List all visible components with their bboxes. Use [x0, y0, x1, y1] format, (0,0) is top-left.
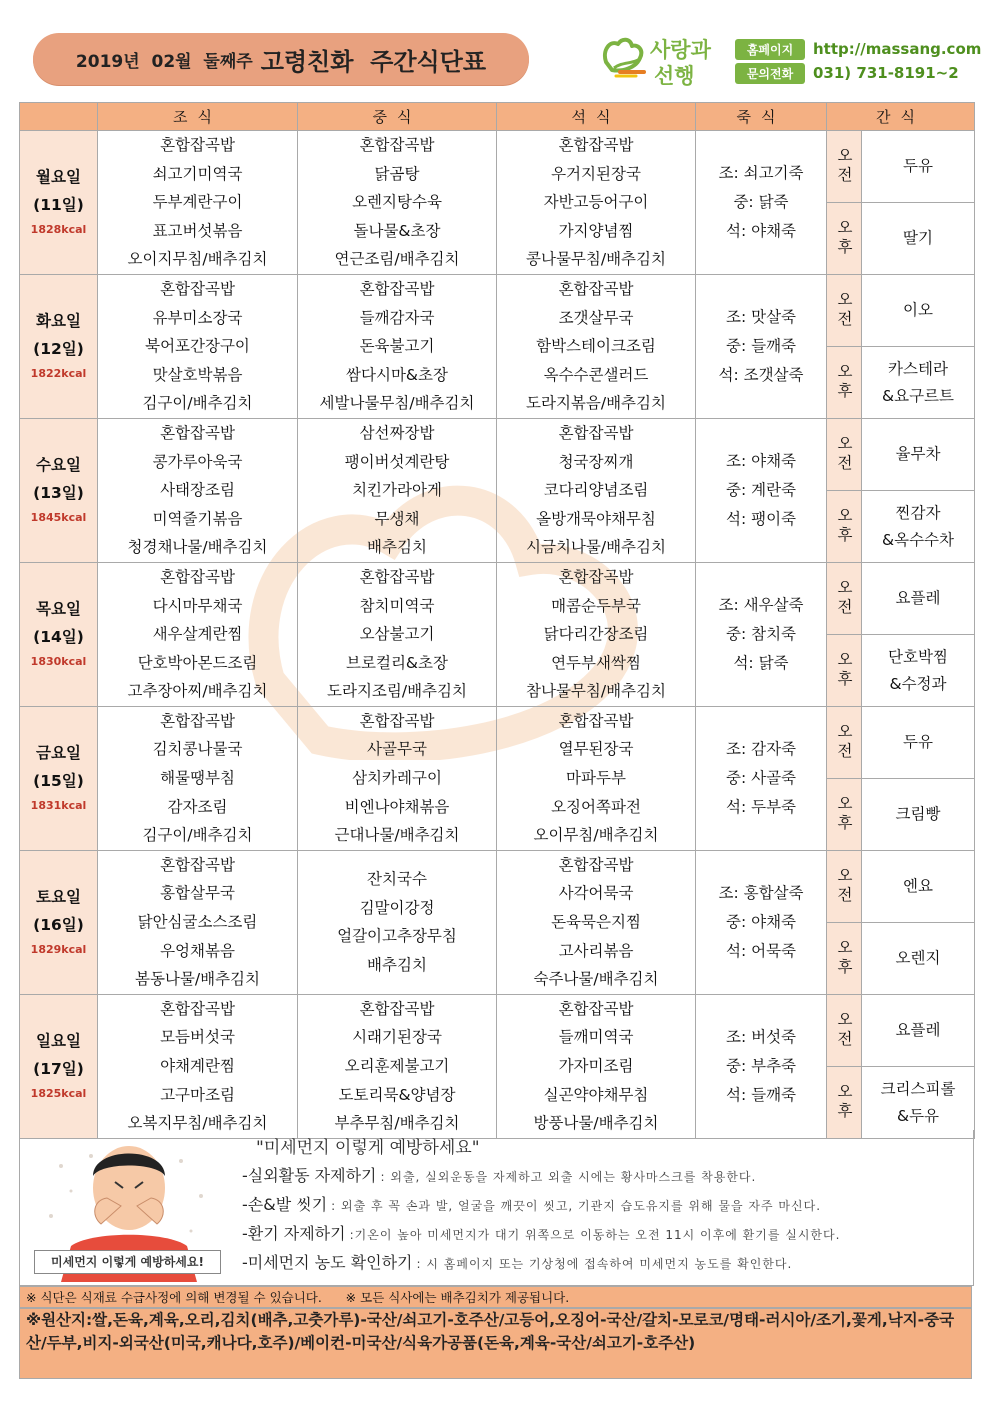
menu-item: 도라지볶음/배추김치: [526, 394, 666, 413]
snack-am-label: [827, 131, 862, 203]
menu-item: 쇠고기미역국: [152, 164, 243, 183]
menu-item: 가지양념찜: [558, 221, 634, 240]
menu-item: 팽이버섯계란탕: [344, 452, 450, 471]
tip-badge: 미세먼지 이렇게 예방하세요!: [34, 1250, 221, 1274]
menu-item: 시래기된장국: [352, 1028, 442, 1047]
menu-item: 오이무침/배추김치: [533, 826, 659, 845]
snack-am-cell: [862, 706, 975, 778]
porridge-cell: [696, 418, 827, 562]
menu-item: 근대나물/배추김치: [334, 826, 460, 845]
menu-item: 김말이강정: [359, 898, 435, 917]
contact-info: [735, 38, 981, 86]
menu-item: 열무된장국: [558, 740, 634, 759]
snack-pm-cell: [862, 347, 975, 418]
menu-item: 조: 버섯죽: [725, 1027, 797, 1046]
menu-item: 북어포간장구이: [145, 337, 250, 356]
snack-am-cell: [862, 850, 975, 922]
dinner-cell: [497, 994, 696, 1138]
day-label: [20, 131, 98, 275]
menu-item: 마파두부: [566, 769, 626, 788]
porridge-cell: [696, 562, 827, 706]
menu-item: 부추무침/배추김치: [334, 1114, 460, 1133]
snack-pm-label: [827, 203, 862, 274]
menu-item: 가자미조림: [558, 1057, 634, 1075]
day-date: (16일): [33, 916, 84, 935]
menu-item: 혼합잡곡밥: [558, 855, 634, 874]
day-day: 수요일: [36, 456, 81, 475]
menu-item: 방풍나물/배추김치: [533, 1114, 659, 1133]
menu-item: 혼합잡곡밥: [359, 711, 435, 730]
day-day: 토요일: [36, 888, 81, 907]
menu-item: 우거지된장국: [551, 164, 641, 183]
menu-item: 석: 야채죽: [725, 221, 797, 240]
menu-item: 조: 야채죽: [725, 451, 797, 470]
breakfast-cell: [98, 994, 298, 1138]
porridge-cell: [696, 131, 827, 275]
menu-item: 혼합잡곡밥: [558, 136, 634, 154]
weekly-menu-table: [19, 102, 975, 1139]
menu-item: 혼합잡곡밥: [160, 999, 235, 1018]
menu-item: 석: 들깨죽: [725, 1085, 797, 1104]
menu-item: 오렌지: [895, 949, 941, 968]
menu-item: 함박스테이크조림: [536, 337, 656, 356]
day-day: 월요일: [36, 168, 81, 187]
menu-item: 닭안심굴소스조림: [137, 913, 258, 932]
menu-item: 유부미소장국: [152, 308, 243, 327]
snack-pm-label: [827, 1067, 862, 1138]
menu-item: 들깨감자국: [359, 308, 435, 327]
day-kcal: 1825kcal: [30, 1087, 87, 1101]
tip-item: -미세먼지 농도 확인하기 : 시 홈페이지 또는 기상청에 접속하여 미세먼지 농도를 확인한다.: [242, 1253, 793, 1272]
brand-logo: [600, 28, 725, 90]
menu-item: 김치콩나물국: [152, 740, 243, 759]
lunch-cell: [298, 131, 497, 275]
breakfast-cell: [98, 706, 298, 850]
dinner-cell: [497, 131, 696, 275]
menu-item: 혼합잡곡밥: [160, 136, 235, 154]
snack-am-text: 오전: [835, 435, 853, 475]
snack-am-label: [827, 994, 862, 1066]
snack-am-cell: [862, 418, 975, 490]
menu-item: 청국장찌개: [558, 452, 634, 471]
menu-item: &두유: [896, 1106, 940, 1125]
menu-item: 콩가루아욱국: [152, 452, 243, 471]
dinner-cell: [497, 562, 696, 706]
menu-item: 혼합잡곡밥: [359, 567, 435, 586]
menu-item: 표고버섯볶음: [152, 221, 243, 240]
menu-item: 혼합잡곡밥: [160, 423, 235, 442]
lunch-cell: [298, 418, 497, 562]
menu-item: 오징어쪽파전: [551, 797, 641, 816]
menu-item: 삼치카레구이: [352, 769, 442, 788]
menu-item: 코다리양념조림: [543, 481, 649, 500]
menu-item: 얼갈이고추장무침: [337, 927, 457, 946]
menu-item: 도토리묵&양념장: [338, 1085, 456, 1104]
dinner-cell: [497, 706, 696, 850]
porridge-cell: [696, 994, 827, 1138]
day-date: (15일): [33, 772, 84, 791]
menu-item: 두유: [903, 733, 933, 752]
snack-am-text: 오전: [835, 867, 853, 907]
notice-line: ※ 식단은 식재료 수급사정에 의해 변경될 수 있습니다. ※ 모든 식사에는 배추김치가 제공됩니다.: [19, 1286, 972, 1308]
menu-item: 요플레: [895, 589, 941, 608]
menu-item: 브로컬리&초장: [346, 653, 448, 672]
menu-item: 중: 부추죽: [725, 1056, 797, 1075]
menu-item: 율무차: [895, 445, 941, 464]
menu-item: 배추김치: [367, 538, 427, 557]
day-day: 일요일: [36, 1032, 81, 1051]
breakfast-cell: [98, 562, 298, 706]
day-date: (11일): [33, 196, 84, 215]
snack-am-cell: [862, 274, 975, 346]
snack-pm-text: 오후: [835, 939, 853, 979]
menu-item: 참나물무침/배추김치: [526, 682, 666, 701]
day-row: [20, 131, 975, 203]
menu-item: 두유: [903, 157, 933, 176]
corner-cell: [20, 103, 98, 131]
day-day: 화요일: [36, 312, 81, 331]
menu-item: 단호박아몬드조림: [137, 653, 258, 672]
menu-item: 단호박찜: [888, 647, 948, 666]
menu-item: 크리스피롤: [880, 1079, 956, 1098]
menu-item: 사태장조림: [160, 481, 235, 500]
snack-pm-text: 오후: [835, 363, 853, 403]
menu-item: 중: 참치죽: [725, 624, 797, 643]
menu-item: 석: 팽이죽: [725, 509, 797, 528]
lunch-cell: [298, 706, 497, 850]
day-date: (14일): [33, 628, 84, 647]
col-header-snack: 간식: [827, 103, 975, 131]
day-label: [20, 850, 98, 994]
title-period: 2019년 02월 둘째주: [75, 51, 253, 72]
menu-item: 조: 쇠고기죽: [718, 163, 804, 182]
menu-item: 해물땡부침: [160, 769, 235, 788]
menu-item: 올방개묵야채무침: [536, 509, 656, 528]
day-label: [20, 418, 98, 562]
menu-item: 요플레: [895, 1021, 941, 1040]
menu-item: 자반고등어구이: [543, 193, 649, 212]
snack-pm-text: 오후: [835, 1083, 853, 1123]
homepage-label: 홈페이지: [735, 39, 805, 60]
day-row: [20, 274, 975, 346]
hands-logo-icon: [600, 32, 652, 82]
snack-am-label: [827, 274, 862, 346]
tip-item: -손&발 씻기 : 외출 후 꼭 손과 발, 얼굴을 깨끗이 씻고, 기관지 습도유지를 위해 물을 자주 마신다.: [242, 1195, 822, 1214]
menu-item: 중: 사골죽: [725, 768, 797, 787]
snack-pm-cell: [862, 491, 975, 562]
phone-number: 031) 731-8191~2: [813, 64, 959, 82]
snack-am-label: [827, 850, 862, 922]
menu-item: 엔요: [903, 877, 933, 896]
menu-item: 옥수수콘샐러드: [543, 365, 649, 384]
snack-am-text: 오전: [835, 579, 853, 619]
day-kcal: 1830kcal: [30, 655, 87, 669]
day-date: (17일): [33, 1060, 84, 1079]
menu-item: 석: 조갯살죽: [718, 365, 804, 384]
menu-item: 사각어묵국: [558, 884, 634, 903]
menu-item: 조: 새우살죽: [718, 595, 804, 614]
snack-pm-text: 오후: [835, 795, 853, 835]
snack-am-text: 오전: [835, 147, 853, 187]
col-header-lunch: 중식: [298, 103, 497, 131]
menu-item: 닭곰탕: [374, 164, 420, 183]
lunch-cell: [298, 994, 497, 1138]
day-kcal: 1822kcal: [30, 367, 87, 381]
day-row: [20, 994, 975, 1066]
snack-pm-label: [827, 491, 862, 562]
menu-item: 혼합잡곡밥: [558, 279, 634, 298]
menu-item: 미역줄기볶음: [152, 509, 243, 528]
menu-item: 고구마조림: [160, 1085, 235, 1104]
menu-item: 숙주나물/배추김치: [533, 970, 659, 989]
fine-dust-tips: [19, 1130, 974, 1286]
menu-item: 중: 계란죽: [725, 480, 797, 499]
menu-item: 닭다리간장조림: [543, 625, 649, 644]
menu-item: 석: 닭죽: [733, 653, 789, 672]
snack-pm-cell: [862, 203, 975, 274]
menu-item: 이오: [903, 301, 933, 320]
menu-item: 우엉채볶음: [160, 941, 235, 960]
menu-item: 봄동나물/배추김치: [134, 970, 260, 989]
menu-item: 도라지조림/배추김치: [327, 682, 467, 701]
porridge-cell: [696, 274, 827, 418]
menu-item: 참치미역국: [359, 596, 435, 615]
menu-item: 조갯살무국: [558, 308, 634, 327]
snack-pm-cell: [862, 779, 975, 850]
tip-item: -실외활동 자제하기 : 외출, 실외운동을 자제하고 외출 시에는 황사마스크를 착용한다.: [242, 1166, 757, 1185]
menu-item: 쌈다시마&초장: [346, 365, 448, 384]
day-kcal: 1831kcal: [30, 799, 87, 813]
menu-item: 무생채: [374, 509, 420, 528]
menu-item: 혼합잡곡밥: [558, 999, 634, 1018]
snack-pm-label: [827, 923, 862, 994]
logo-text-1: 사랑과: [650, 38, 711, 62]
menu-item: 중: 닭죽: [733, 192, 789, 211]
menu-item: 감자조림: [167, 797, 228, 816]
menu-item: 배추김치: [367, 955, 427, 974]
col-header-breakfast: 조식: [98, 103, 298, 131]
page-title: 고령친화 주간식단표: [260, 47, 487, 76]
snack-am-cell: [862, 562, 975, 634]
day-day: 금요일: [36, 744, 81, 763]
snack-pm-cell: [862, 635, 975, 706]
dinner-cell: [497, 418, 696, 562]
menu-item: 김구이/배추김치: [142, 394, 253, 413]
menu-item: 오이지무침/배추김치: [127, 250, 268, 269]
menu-item: 조: 감자죽: [725, 739, 797, 758]
menu-item: 잔치국수: [367, 870, 427, 889]
day-row: [20, 562, 975, 634]
col-header-dinner: 석식: [497, 103, 696, 131]
tip-title: "미세먼지 이렇게 예방하세요": [256, 1138, 480, 1158]
day-date: (12일): [33, 340, 84, 359]
snack-am-label: [827, 418, 862, 490]
day-kcal: 1845kcal: [30, 511, 87, 525]
snack-am-label: [827, 706, 862, 778]
homepage-link[interactable]: http://massang.com: [813, 40, 982, 58]
menu-item: 석: 두부죽: [725, 797, 797, 816]
day-kcal: 1829kcal: [30, 943, 87, 957]
logo-text-2: 선행: [654, 64, 695, 88]
menu-item: 오삼불고기: [359, 625, 435, 644]
day-row: [20, 418, 975, 490]
dinner-cell: [497, 274, 696, 418]
menu-item: 세발나물무침/배추김치: [319, 394, 475, 413]
snack-am-text: 오전: [835, 291, 853, 331]
menu-item: 중: 들깨죽: [725, 336, 797, 355]
menu-item: 혼합잡곡밥: [160, 567, 235, 586]
menu-item: 중: 야채죽: [725, 912, 797, 931]
menu-item: 조: 맛살죽: [725, 307, 797, 326]
snack-pm-cell: [862, 1067, 975, 1138]
snack-pm-label: [827, 779, 862, 850]
menu-item: 찐감자: [895, 503, 941, 522]
menu-item: 오리훈제불고기: [344, 1057, 450, 1075]
snack-pm-text: 오후: [835, 219, 853, 259]
day-label: [20, 994, 98, 1138]
day-row: [20, 706, 975, 778]
menu-item: 돈육불고기: [359, 337, 435, 356]
phone-label: 문의전화: [735, 63, 805, 84]
menu-item: 시금치나물/배추김치: [526, 538, 666, 557]
menu-item: 모듬버섯국: [160, 1028, 235, 1047]
menu-item: 딸기: [903, 229, 933, 248]
snack-pm-text: 오후: [835, 507, 853, 547]
menu-item: 돈육묵은지찜: [551, 913, 641, 932]
breakfast-cell: [98, 131, 298, 275]
menu-item: &옥수수차: [882, 530, 954, 549]
menu-item: 혼합잡곡밥: [558, 423, 634, 442]
menu-item: 돌나물&초장: [353, 221, 441, 240]
menu-item: 야채계란찜: [160, 1057, 235, 1075]
snack-pm-label: [827, 347, 862, 418]
day-date: (13일): [33, 484, 84, 503]
menu-item: 홍합살무국: [160, 884, 235, 903]
menu-item: 실곤약야채무침: [543, 1085, 649, 1104]
menu-item: 두부계란구이: [152, 193, 243, 212]
snack-pm-text: 오후: [835, 651, 853, 691]
menu-item: 맛살호박볶음: [152, 365, 243, 384]
menu-item: 석: 어묵죽: [725, 941, 797, 960]
breakfast-cell: [98, 274, 298, 418]
menu-item: 다시마무채국: [152, 596, 243, 615]
lunch-cell: [298, 850, 497, 994]
menu-item: 청경채나물/배추김치: [127, 538, 268, 557]
menu-item: 혼합잡곡밥: [558, 567, 634, 586]
menu-item: 혼합잡곡밥: [160, 711, 235, 730]
menu-item: 조: 홍합살죽: [718, 883, 804, 902]
menu-item: 삼선짜장밥: [359, 423, 435, 442]
menu-item: 치킨가라아게: [352, 481, 442, 500]
snack-am-text: 오전: [835, 1011, 853, 1051]
menu-item: 들깨미역국: [558, 1028, 634, 1047]
snack-am-text: 오전: [835, 723, 853, 763]
porridge-cell: [696, 706, 827, 850]
menu-item: 연두부새싹찜: [551, 653, 641, 672]
col-header-porridge: 죽식: [696, 103, 827, 131]
snack-am-label: [827, 562, 862, 634]
snack-am-cell: [862, 994, 975, 1066]
menu-item: 새우살계란찜: [152, 625, 243, 644]
breakfast-cell: [98, 850, 298, 994]
porridge-cell: [696, 850, 827, 994]
menu-item: &요구르트: [882, 386, 954, 405]
menu-title-banner: [33, 33, 529, 85]
snack-pm-label: [827, 635, 862, 706]
breakfast-cell: [98, 418, 298, 562]
day-label: [20, 706, 98, 850]
lunch-cell: [298, 274, 497, 418]
menu-item: &수정과: [889, 674, 947, 693]
day-day: 목요일: [36, 600, 81, 619]
dinner-cell: [497, 850, 696, 994]
menu-item: 카스테라: [888, 359, 948, 378]
tip-item: -환기 자제하기 :기온이 높아 미세먼지가 대기 위쪽으로 이동하는 오전 11시 이후에 환기를 실시한다.: [242, 1224, 841, 1243]
menu-item: 오복지무침/배추김치: [127, 1114, 268, 1133]
menu-item: 매콤순두부국: [551, 596, 641, 615]
day-row: [20, 850, 975, 922]
menu-item: 혼합잡곡밥: [359, 136, 435, 154]
menu-item: 고추장아찌/배추김치: [127, 682, 268, 701]
menu-item: 혼합잡곡밥: [160, 855, 235, 874]
menu-item: 연근조림/배추김치: [334, 250, 460, 269]
menu-item: 오렌지탕수육: [352, 193, 442, 212]
day-kcal: 1828kcal: [30, 223, 87, 237]
snack-pm-cell: [862, 923, 975, 994]
snack-am-cell: [862, 131, 975, 203]
day-label: [20, 562, 98, 706]
menu-item: 사골무국: [367, 740, 427, 759]
table-header-row: [20, 103, 975, 131]
menu-item: 혼합잡곡밥: [359, 999, 435, 1018]
menu-item: 혼합잡곡밥: [359, 279, 435, 298]
menu-item: 콩나물무침/배추김치: [526, 250, 666, 269]
menu-item: 비엔나야채볶음: [344, 797, 450, 816]
lunch-cell: [298, 562, 497, 706]
origin-notice: ※원산지:쌀,돈육,계육,오리,김치(배추,고춧가루)-국산/쇠고기-호주산/고등어,오징어-국산/갈치-모로코/명태-러시아/조기,꽃게,낙지-중국산/두부,비지-외국산(미국,캐나다,호주)/베이컨-미국산/식육가공품(돈육,계육-국산/쇠고기-호주산): [19, 1308, 972, 1379]
menu-item: 혼합잡곡밥: [160, 279, 235, 298]
menu-item: 크림빵: [895, 805, 941, 824]
menu-item: 고사리볶음: [558, 941, 634, 960]
menu-item: 혼합잡곡밥: [558, 711, 634, 730]
day-label: [20, 274, 98, 418]
menu-item: 김구이/배추김치: [142, 826, 253, 845]
